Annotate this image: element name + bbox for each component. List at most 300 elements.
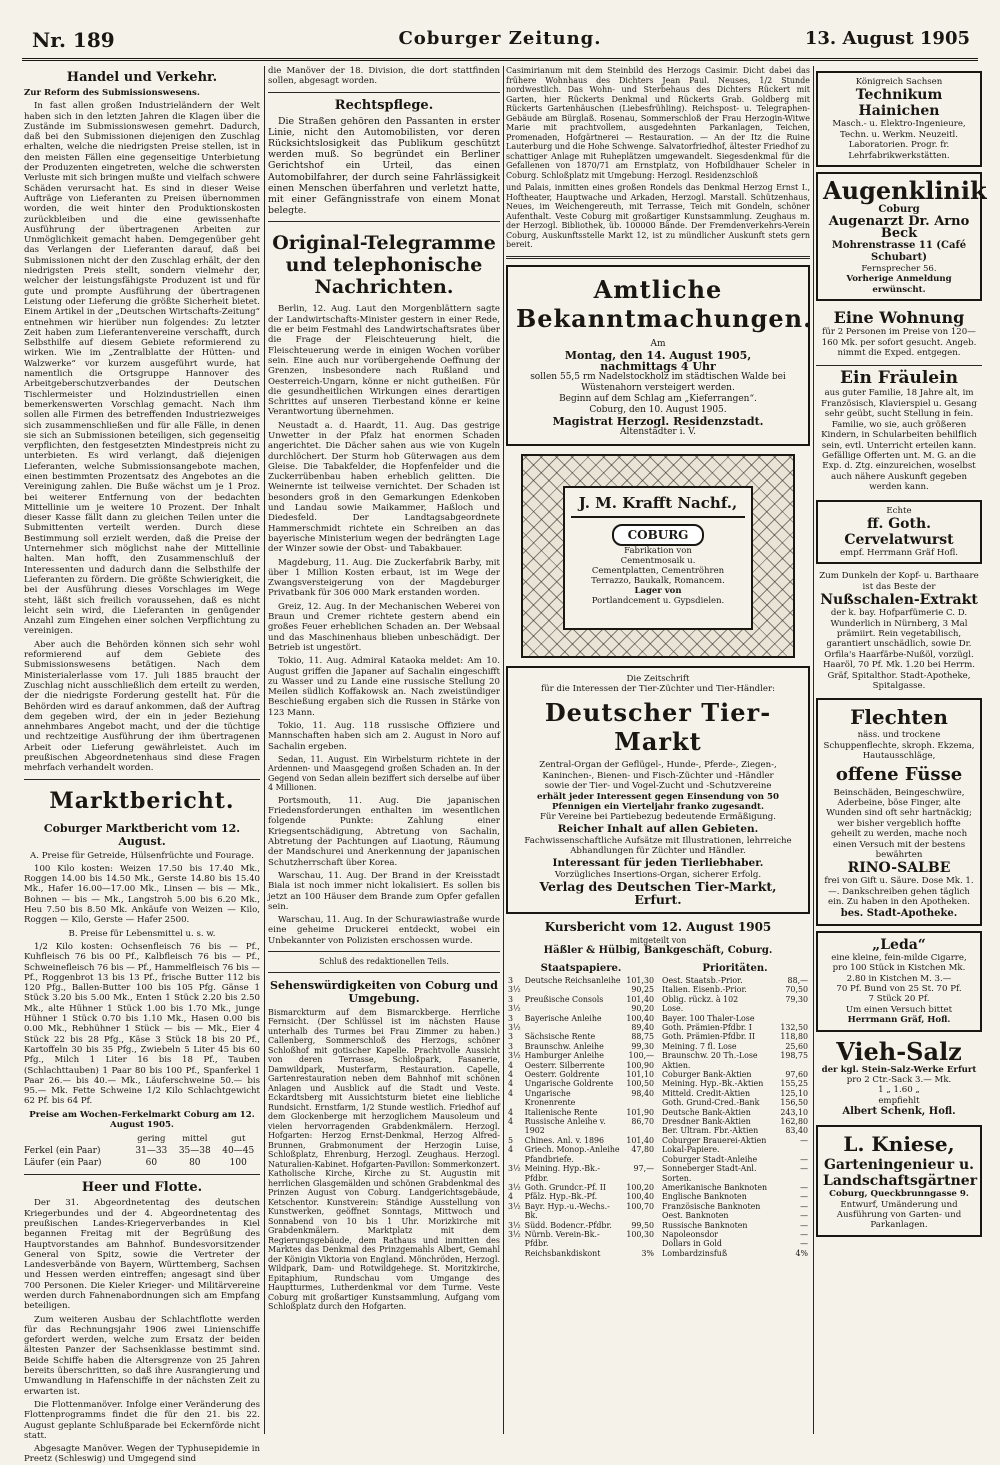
stock-cell: Braunschw. Anleihe xyxy=(524,1041,604,1051)
stock-row xyxy=(660,1070,810,1079)
stock-cell: 99,30 xyxy=(631,1041,654,1051)
column-4 xyxy=(816,66,987,1434)
table-header xyxy=(24,1133,130,1145)
stock-row xyxy=(660,1014,810,1023)
ad-line: bes. Stadt-Apotheke. xyxy=(840,907,958,919)
ad-line: Vorzügliches Insertions-Organ, sicherer Erfolg. xyxy=(554,869,762,880)
stock-cell: Deutsche Reichsanleihe xyxy=(524,975,621,985)
stock-cell: 101,30 xyxy=(626,975,654,985)
ad-title: Flechten xyxy=(850,705,948,730)
stock-row xyxy=(660,1155,810,1164)
stock-cell: 125,10 xyxy=(780,1088,808,1098)
stock-cell: 4 xyxy=(508,1145,514,1155)
stock-row xyxy=(506,1023,656,1032)
stock-cell: Oesterr. Silberrente xyxy=(524,1060,605,1070)
stock-cell: 3½ xyxy=(508,1229,521,1239)
stock-row xyxy=(506,1221,656,1230)
ad-line: Albert Schenk, Hofl. xyxy=(842,1106,956,1118)
table-cell: 60 xyxy=(145,1158,158,1169)
stock-row xyxy=(506,1117,656,1136)
notice-line: Beginn auf dem Schlag am „Kieferrangen“. xyxy=(559,393,757,404)
ad-line: für die Interessen der Tier-Züchter und Tier-Händler: xyxy=(540,683,776,694)
stock-cell: Goth. Prämien-Pfdbr. II xyxy=(662,1032,756,1042)
stock-row xyxy=(506,1042,656,1051)
article-paragraph: Tokio, 11. Aug. Admiral Kataoka meldet: Am 10. August griffen die Japaner auf Sachalin eingeschifft zu Wasser und zu Lande eine russische Stellung 20 Meilen südlich Koffakowsk an. Nach zweistündiger Beschießung ergaben sich die Russen in Stärke von 123 Mann. xyxy=(268,656,500,718)
ad-line: 7 Stück 20 Pf. xyxy=(868,994,930,1005)
column-rule xyxy=(503,66,504,1434)
stock-cell: Südd. Bodencr.-Pfdbr. xyxy=(524,1220,612,1230)
stock-row xyxy=(660,976,810,985)
stock-cell xyxy=(624,1155,656,1164)
stock-cell: 100,50 xyxy=(626,1079,654,1089)
ad-line: Interessant für jeden Tierliebhaber. xyxy=(552,856,764,869)
article-paragraph: Magdeburg, 11. Aug. Die Zuckerfabrik Barby, mit über 1 Million Kosten erbaut, ist im Wege der Zwangsversteigerung von der Magdeburger Privatbank für 306 000 Mark erstanden worden. xyxy=(268,557,500,599)
stock-cell: Oest. Banknoten xyxy=(662,1211,729,1221)
stock-cell: — xyxy=(800,1201,808,1211)
stock-cell: 118,80 xyxy=(780,1032,808,1042)
stock-cell: 4 xyxy=(508,1060,514,1070)
ad-line: eine kleine, fein-milde Cigarre, pro 100 Stück in Kistchen Mk. 2.80 in Kistchen M. 3.— xyxy=(831,952,967,984)
viehsalz-ad xyxy=(816,1037,982,1121)
stock-cell: 100,30 xyxy=(626,1229,654,1239)
ad-line: sowie der Tier- und Vogel-Zucht und -Schutzvereine xyxy=(544,781,772,792)
stock-cell: — xyxy=(800,1220,808,1230)
ad-line: Reicher Inhalt auf allen Gebieten. xyxy=(557,822,759,835)
column-rule xyxy=(813,66,814,1434)
stock-cell xyxy=(523,1004,625,1013)
stock-row xyxy=(506,1249,656,1258)
masthead xyxy=(22,18,978,61)
stock-cell: Dresdner Bank-Aktien xyxy=(662,1117,751,1127)
stock-table-right xyxy=(660,976,810,1258)
stock-cell: 4 xyxy=(508,1107,514,1117)
table-cell: 40—45 xyxy=(222,1146,255,1157)
stock-cell: 3 xyxy=(508,1041,514,1051)
stock-cell: Meining. Hyp.-Bk.-Aktien xyxy=(662,1079,764,1089)
stock-cell: Oesterr. Goldrente xyxy=(524,1070,600,1080)
technikum-ad xyxy=(816,71,982,167)
ad-title: Technikum Hainichen xyxy=(855,87,943,120)
stock-row xyxy=(506,1230,656,1249)
ad-line: Portlandcement u. Gypsdielen. xyxy=(591,595,725,606)
wohnung-ad xyxy=(816,306,982,360)
article-paragraph: Greiz, 12. Aug. In der Mechanischen Weberei von Braun und Cremer richtete gestern abend ein großes Feuer erheblichen Schaden an. Der Websaal und das Maschinenhaus blieben unbeschädigt. Der Betrieb ist ungestört. xyxy=(268,601,500,653)
article-paragraph: Aber auch die Behörden können sich sehr wohl reformierend auf dem Gebiete des Submissionswesens betätigen. Nach dem Ministerialerlasse vom 17. Juli 1885 braucht der Zuschlag nicht ausschließlich dem erteilt zu werden, der die niedrigste Forderung gestellt hat. Für die Behörden wird es darauf ankommen, daß der Auftrag dem gegeben wird, der ein in jeder Beziehung annehmbares Angebot macht, und der die tüchtige und rechtzeitige Ausführung der ihm übertragenen Arbeit oder Lieferung gewährleistet. Auch im preußischen Abgeordnetenhaus sind diese Fragen mehrfach verhandelt worden. xyxy=(24,639,260,774)
ad-line: Fachwissenschaftliche Aufsätze mit Illustrationen, lehrreiche Abhandlungen für Züchter und Händler. xyxy=(524,835,792,857)
stock-cell: Goth. Grund-Cred.-Bank xyxy=(662,1098,760,1108)
ad-line: Vorherige Anmeldung erwünscht. xyxy=(846,274,952,295)
ad-line: Garteningenieur u. Landschaftsgärtner xyxy=(823,1157,978,1190)
stock-row xyxy=(660,1230,810,1239)
stock-cell: 100,40 xyxy=(626,1192,654,1202)
stock-cell xyxy=(776,1174,810,1183)
stock-row xyxy=(660,1183,810,1192)
article-paragraph: Der 31. Abgeordnetentag des deutschen Kriegerbundes und der 4. Abgeordnetentag des preußischen Landes-Kriegerverbandes in Kiel begannen Freitag mit der Begrüßung des Hauptvorstandes am Bahnhof. Bundesvorsitzender General von Spitz, sowie die Vertreter der Landesverbände von Bayern, Württemberg, Sachsen und Hessen werden eintreffen; angesagt sind über 700 Personen. Die Kieler Krieger- und Militärvereine werden durch Fahnenabordnungen sich am Empfang beteiligen. xyxy=(24,1198,260,1312)
kniese-ad xyxy=(816,1125,982,1237)
ad-title: ff. Goth. Cervelatwurst xyxy=(844,515,954,548)
nussschalen-ad xyxy=(816,569,982,693)
article-paragraph: und Palais, inmitten eines großen Rondels das Denkmal Herzog Ernst I., Hoftheater, Hauptwache und Arkaden, Herzogl. Marstall. Schützenhaus, Neues, im Weichengereuth, mit Terrasse, Teich mit Gondeln, schöner Aufenthalt. Veste Coburg mit großartiger Kunstsammlung. Zeughaus m. der Herzogl. Bibliothek, üb. 100000 Bände. Der Fremdenverkehrs-Verein Coburg, Auskunftsstelle Markt 12, ist zu mündlicher Auskunft stets gern bereit. xyxy=(506,183,810,249)
stock-row xyxy=(660,1126,810,1135)
section-heading: Rechtspflege. xyxy=(334,97,434,113)
stock-cell: Lombardzinsfuß xyxy=(662,1248,728,1258)
stock-cell: — xyxy=(800,1229,808,1239)
stock-row xyxy=(506,995,656,1004)
stock-cell: Bayerische Anleihe xyxy=(524,1013,602,1023)
stock-row xyxy=(660,1117,810,1126)
stock-cell: Ungarische Kronenrente xyxy=(524,1088,576,1108)
ad-line: empfiehlt xyxy=(878,1095,920,1106)
stock-cell: — xyxy=(800,1239,808,1249)
notice-date: Montag, den 14. August 1905, xyxy=(564,348,752,362)
stock-cell: 3½ xyxy=(508,985,521,995)
table-row xyxy=(24,1145,260,1157)
notice-signature: Magistrat Herzogl. Residenzstadt. xyxy=(552,414,764,428)
stock-cell: 162,80 xyxy=(780,1117,808,1127)
cervelatwurst-ad xyxy=(816,500,982,565)
stock-cell: Bayr. Hyp.-u.-Wechs.-Bk. xyxy=(524,1201,610,1221)
stock-report-title: Kursbericht vom 12. August 1905 xyxy=(544,919,772,934)
stock-row xyxy=(506,1164,656,1183)
company-name: J. M. Krafft Nachf., xyxy=(571,494,745,518)
ad-title: L. Kniese, xyxy=(843,1132,955,1157)
stock-cell: 70,50 xyxy=(785,985,808,995)
stock-cell: 100,90 xyxy=(626,1060,654,1070)
ad-line: Masch.- u. Elektro-Ingenieure, Techn. u. Werkm. Neuzeitl. Laboratorien. Progr. fr. xyxy=(832,119,966,151)
stock-cell: Oblig. rückz. à 102 xyxy=(662,994,739,1004)
stock-cell: — xyxy=(800,1135,808,1145)
article-paragraph: Warschau, 11. Aug. Der Brand in der Kreisstadt Biala ist noch immer nicht lokalisiert. Es sollen bis jetzt an 100 Häuser dem Brande zum Opfer gefallen sein. xyxy=(268,870,500,912)
stock-row xyxy=(660,1061,810,1070)
stock-row xyxy=(506,1070,656,1079)
stock-row xyxy=(506,1014,656,1023)
stock-cell: 100,20 xyxy=(626,1182,654,1192)
fraulein-ad xyxy=(816,365,982,494)
stock-cell: Englische Banknoten xyxy=(662,1192,747,1202)
stock-cell: — xyxy=(800,1192,808,1202)
table-header: gut xyxy=(231,1134,246,1145)
stock-row xyxy=(506,1145,656,1154)
ad-line: 1 „ 1.60 „ xyxy=(878,1085,920,1096)
stock-row xyxy=(660,1211,810,1220)
stock-group-heading: Staatspapiere. xyxy=(540,962,622,974)
stock-cell: 3½ xyxy=(508,1023,521,1032)
table-cell: 35—38 xyxy=(178,1146,211,1157)
stock-cell: Italienische Rente xyxy=(524,1107,598,1117)
ad-line: Augenarzt Dr. Arno Beck xyxy=(828,214,970,242)
column-rule xyxy=(264,66,265,1434)
stock-cell: Meining. 7 fl. Lose xyxy=(662,1041,737,1051)
table-cell: 31—33 xyxy=(135,1146,168,1157)
ad-line: Fernsprecher 56. xyxy=(861,264,937,275)
stock-cell: 97,60 xyxy=(785,1070,808,1080)
ad-line: der k. bay. Hofparfümerie C. D. Wunderlich in Nürnberg, 3 Mal prämiirt. Rein vegetabilisch, garantiert unschädlich, sowie Dr. Orfila's Haarfärbe-Nußöl, vorzügl. Haaröl, 70 Pf. Mk. 1.20 bei Herrm. Gräf, Spitalthor. Stadt-Apotheke, Spitalgasse. xyxy=(822,608,976,691)
stock-cell: 98,40 xyxy=(631,1088,654,1098)
stock-cell: 88,— xyxy=(787,975,808,985)
stock-cell: Sonneberger Stadt-Anl. xyxy=(662,1164,757,1174)
stock-cell: Meining. Hyp.-Bk.-Pfdbr. xyxy=(524,1164,601,1183)
stock-cell: Sächsische Rente xyxy=(524,1032,596,1042)
stock-row xyxy=(506,976,656,985)
ad-line: Mohrenstrasse 11 (Café Schubart) xyxy=(831,240,967,264)
stock-row xyxy=(660,1032,810,1041)
stock-row xyxy=(660,1192,810,1201)
article-paragraph: Casimirianum mit dem Steinbild des Herzogs Casimir. Dicht dabei das frühere Wohnhaus des Dichters Jean Paul. Neuses, 1/2 Stunde nordwestlich. Das Wohn- und Sterbehaus des Dichters Rückert mit Garten, hier Rückerts Denkmal und Rückerts Grab. Goldberg mit Rückerts Gartenhäuschen (Liebesfrühling). Reichspost- u. Telegraphen-Gebäude am Bürglaß. Rosenau, Sommerschloß der Frau Herzogin-Witwe Marie mit prachtvollem, ausgedehnten Parkanlagen, Teichen, Promenaden, Hofgärtnerei — Restauration. — An der Itz die Ruine Lauterburg und die Hohe Schwenge. Salvatorfriedhof, ältester Friedhof zu schattiger Anlage mit Ruheplätzen umgewandelt. Siegesdenkmal für die Gefallenen von 1870/71 am Ernstplatz, von Hofbildhauer Scheler in Coburg. Schloßplatz mit Umgebung: Herzogl. Residenzschloß xyxy=(506,66,810,180)
stock-row xyxy=(660,1164,810,1173)
stock-cell: 3½ xyxy=(508,1051,521,1061)
stock-row xyxy=(660,1249,810,1258)
stock-row xyxy=(506,1061,656,1070)
article-paragraph: Abgesagte Manöver. Wegen der Typhusepidemie in Preetz (Schleswig) und Umgegend sind xyxy=(24,1444,260,1465)
stock-cell: Coburger Bank-Aktien xyxy=(662,1070,752,1080)
ad-line: Herrmann Gräf, Hofl. xyxy=(847,1015,951,1026)
ad-line: Fabrikation von xyxy=(624,545,692,556)
article-heading: Coburger Marktbericht vom 12. August. xyxy=(43,821,241,848)
ad-title: Nußschalen-Extrakt xyxy=(820,592,978,609)
ad-title: Eine Wohnung xyxy=(833,308,965,328)
stock-row xyxy=(506,1183,656,1192)
stock-cell: Aktien. xyxy=(662,1060,691,1070)
stock-cell: 83,40 xyxy=(785,1126,808,1136)
tiermarkt-advertisement xyxy=(506,666,810,914)
stock-cell: Goth. Grundcr.-Pf. II xyxy=(524,1182,606,1192)
ad-line: für 2 Personen im Preise von 120—160 Mk. per sofort gesucht. Angeb. nimmt die Exped. entgegen. xyxy=(821,327,977,359)
stock-row xyxy=(660,1004,810,1013)
stock-cell: 198,75 xyxy=(780,1051,808,1061)
stock-cell: Ungarische Goldrente xyxy=(524,1079,614,1089)
ad-line: Lager von xyxy=(634,585,682,596)
stock-cell: Russische Banknoten xyxy=(662,1220,748,1230)
stock-cell: Preußische Consols xyxy=(524,994,604,1004)
ad-line: der kgl. Stein-Salz-Werke Erfurt xyxy=(821,1064,977,1075)
article-paragraph: 100 Kilo kosten: Weizen 17.50 bis 17.40 Mk., Roggen 14.00 bis 14.50 Mk., Gerste 14.80 bis 15.40 Mk., Hafer 16.00—17.00 Mk., Linsen — bis — Mk., Bohnen — bis — Mk., Langstroh 5.00 bis 6.20 Mk., Heu 7.50 bis 8.50 Mk. Ankäufe von Weizen — Kilo, Roggen — Kilo, Gerste — Hafer 2500. xyxy=(24,863,260,926)
section-heading: Heer und Flotte. xyxy=(81,1180,203,1196)
stock-row xyxy=(660,1098,810,1107)
stock-cell: 47,80 xyxy=(631,1145,654,1155)
stock-cell: 90,20 xyxy=(631,1004,654,1014)
stock-cell: Lose. xyxy=(662,1004,684,1014)
stock-row xyxy=(660,1079,810,1088)
stock-row xyxy=(660,1051,810,1060)
article-paragraph: Die Flottenmanöver. Infolge einer Veränderung des Flottenprogramms findet die für den 21. bis 22. August geplante Schlußparade bei Eckernförde nicht statt. xyxy=(24,1399,260,1441)
notice-time: nachmittags 4 Uhr xyxy=(600,359,716,373)
column-1 xyxy=(24,66,260,1465)
stock-row xyxy=(506,1108,656,1117)
stock-cell: Chines. Anl. v. 1896 xyxy=(524,1135,605,1145)
stock-cell: 155,25 xyxy=(780,1079,808,1089)
ad-line: Cementmosaik u. xyxy=(620,555,696,566)
stock-cell: Deutsche Bank-Aktien xyxy=(662,1107,751,1117)
article-paragraph: 1/2 Kilo kosten: Ochsenfleisch 76 bis — Pf., Kuhfleisch 76 bis 00 Pf., Kalbfleisch 76 bis — Pf., Schweinefleisch 76 bis — Pf., Hammelfleisch 76 bis — Pf., Roggenbrot 13 bis 13 Pf., frische Butter 112 bis 120 Pfg., Ballen-Butter 100 bis 105 Pfg. Gänse 1 Stück 3.20 bis 5.00 Mk., Enten 1 Stück 2.20 bis 2.50 Mk., alte Hühner 1 Stück 1.00 bis 1.70 Mk., junge Hühner 1 Stück 0.70 bis 1.10 Mk., Hasen 0.00 bis 0.00 Mk., Rebhühner 1 Stück — bis — Mk., Eier 4 Stück 22 bis 28 Pfg., Käse 3 Stück 18 bis 20 Pf., Kartoffeln 30 bis 35 Pfg., Zwiebeln 5 Liter 45 bis 60 Pfg., Milch 1 Liter 16 bis 18 Pf., Tauben (Schlachttauben) 1 Paar 80 bis 100 Pf., Spanferkel 1 Paar 26.— bis 40.— Mk., Läuferschweine 50.— bis 95.— Mk. Fette Schweine 1/2 Kilo Schlachtgewicht 62 Pf. bis 64 Pf. xyxy=(24,941,260,1107)
stock-row xyxy=(506,1089,656,1108)
stock-cell: Sorten. xyxy=(662,1173,692,1183)
stock-cell: Ber. Ultram. Fbr.-Aktien xyxy=(662,1126,759,1136)
augenklinik-ad xyxy=(816,172,987,301)
ad-line: pro 2 Ctr.-Sack 3.— Mk. xyxy=(846,1074,952,1085)
ad-line: Beinschäden, Beingeschwüre, Aderbeine, böse Finger, alte Wunden sind oft sehr hartnäckig; wer bisher vergeblich hoffte geheilt zu werden, mache noch einen Versuch mit der bestens bewährten xyxy=(826,787,972,861)
stock-cell: 97,— xyxy=(633,1164,654,1174)
stock-cell: Lokal-Papiere. xyxy=(662,1145,720,1155)
stock-cell xyxy=(776,1004,810,1013)
ad-line: empf. Herrmann Gräf Hofl. xyxy=(839,547,959,558)
stock-cell: Pfälz. Hyp.-Bk.-Pf. xyxy=(524,1192,598,1202)
stock-row xyxy=(660,1023,810,1032)
stock-row xyxy=(660,1202,810,1211)
stock-row xyxy=(660,1042,810,1051)
stock-row xyxy=(506,1192,656,1201)
stock-cell: Griech. Monop.-Anleihe xyxy=(524,1145,620,1155)
section-heading: Sehenswürdigkeiten von Coburg und Umgebung. xyxy=(270,978,498,1005)
stock-row xyxy=(506,1051,656,1060)
article-subheading: A. Preise für Getreide, Hülsenfrüchte und Fourage. xyxy=(30,850,254,861)
article-paragraph: Neustadt a. d. Haardt, 11. Aug. Das gestrige Unwetter in der Pfalz hat enormen Schaden angerichtet. Die Dächer sahen aus wie von Kugeln durchlöchert. Der Sturm hob Güterwagen aus dem Gleise. Die Tabakfelder, die Hopfenfelder und die Zuckerrübenbau haben erheblich gelitten. Die Weinernte ist teilweise vernichtet. Der Schaden ist besonders groß in den Gemarkungen Edenkoben und Landau sowie Maikammer, Haßloch und Diedesfeld. Der Landtagsabgeordnete Hammerschmidt richtete ein Schreiben an das bayerische Ministerium wegen der bedrängten Lage der Winzer sowie der Obst- und Tabakbauer. xyxy=(268,420,500,555)
stock-cell: 101,90 xyxy=(626,1107,654,1117)
stock-cell: Coburger Brauerei-Aktien xyxy=(662,1135,767,1145)
section-heading: Original-Telegramme und telephonische Nachrichten. xyxy=(272,232,496,299)
table-row xyxy=(24,1157,260,1169)
stock-cell: Russische Anleihe v. 1902 xyxy=(524,1117,606,1136)
stock-cell: 3½ xyxy=(508,1164,521,1174)
ad-line: frei von Gift u. Säure. Dose Mk. 1.—. Dankschreiben gehen täglich ein. Zu haben in den Apotheken. xyxy=(824,876,974,908)
stock-cell: 156,50 xyxy=(780,1098,808,1108)
stock-row xyxy=(660,1108,810,1117)
stock-cell xyxy=(776,1145,810,1154)
stock-cell: 132,50 xyxy=(780,1023,808,1032)
ad-title: Vieh-Salz xyxy=(836,1036,962,1066)
issue-number: Nr. 189 xyxy=(32,28,115,52)
notice-place: Coburg, den 10. August 1905. xyxy=(589,404,727,415)
notice-title: Amtliche Bekanntmachungen. xyxy=(516,274,813,333)
stock-cell: 3½ xyxy=(508,1201,521,1211)
stock-row xyxy=(660,985,810,994)
stock-cell: 99,50 xyxy=(631,1220,654,1230)
stock-cell: 86,70 xyxy=(631,1117,654,1127)
ad-line: 70 Pf. Bund von 25 St. 70 Pf. xyxy=(836,983,962,994)
table-cell: 80 xyxy=(189,1158,201,1169)
ad-line: Terrazzo, Baukalk, Romancem. xyxy=(591,575,725,586)
stock-cell: Bayer. 100 Thaler-Lose xyxy=(662,1013,755,1023)
stock-row xyxy=(506,1202,656,1221)
ad-line: Die Zeitschrift xyxy=(626,673,690,684)
article-subheading: Preise am Wochen-Ferkelmarkt Coburg am 12. August 1905. xyxy=(29,1109,255,1131)
stock-cell: — xyxy=(800,1182,808,1192)
stock-report xyxy=(506,959,810,1258)
section-heading: Marktbericht. xyxy=(49,787,235,814)
column-2 xyxy=(268,66,500,1434)
stock-row xyxy=(506,1155,656,1164)
stock-cell: Hamburger Anleihe xyxy=(524,1051,604,1061)
article-paragraph: Bismarckturm auf dem Bismarckberge. Herrliche Fernsicht. (Der Schlüssel ist im nächsten Hause unterhalb des Turmes bei Frau Zimmer zu haben.) Callenberg, Sommerschloß des Herzogs, schöner Schloßhof mit gotischer Kapelle. Prachtvolle Aussicht von deren Terrasse, Schloßpark, Fasanerie, Damwildpark, Musterfarm, Restauration. Capelle, Gartenrestauration neben dem Bahnhof mit schönen Anlagen und Ausblick auf die Stadt und Veste. Eckardtsberg mit Aussichtsturm bietet eine liebliche Rundsicht. Ernstfarm, 1/2 Stunde westlich. Friedhof auf dem Glockenberge mit herzoglichem Mausoleum und vielen hervorragenden Grabdenkmälern. Herzogl. Hofgarten: Herzog Ernst-Denkmal, Herzog Alfred-Brunnen, Grabmonument der Herzogin Luise, Schloßplatz, Ehrenburg, Herzogl. Zeughaus. Herzogl. Naturalien-Kabinet. Hofgarten-Pavillon: Sommerkonzert. Katholische Kirche, Kirche zu St. Augustin mit herrlichen Glasgemälden und schönen Grabdenkmal des Prinzen August von Coburg. Landgerichtsgebäude, Ketschentor. Kunstverein: Ständige Ausstellung von Kunstwerken, geöffnet Sonntags, Mittwoch und Sonnabend von 10 bis 1 Uhr. Morizkirche mit Grabdenkmälern. Marktplatz mit dem Regierungsgebäude, dem Rathaus und inmitten des Marktes das Denkmal des Prinzgemahls Albert, Gemahl der Königin Viktoria von England. Mönchröden, Herzogl. Wildpark, Dam- und Rotwildgehege. St. Moritzkirche, Epitaphium, Rundschau vom Umgange des Hauptturmes, Lutherdenkmal vor dem Turme. Veste Coburg mit großartiger Kunstsammlung, Aufgang vom Schloßplatz durch den Hofgarten. xyxy=(268,1007,500,1312)
table-cell: 100 xyxy=(229,1158,247,1169)
ad-line: Echte xyxy=(886,505,912,516)
stock-cell: 100,— xyxy=(628,1051,654,1061)
stock-cell: 101,10 xyxy=(626,1070,654,1080)
article-paragraph: die Manöver der 18. Division, die dort stattfinden sollen, abgesagt worden. xyxy=(268,66,500,87)
stock-cell: 100,40 xyxy=(626,1013,654,1023)
stock-cell: 3 xyxy=(508,994,514,1004)
stock-cell: 89,40 xyxy=(631,1023,654,1032)
ad-line: Coburg xyxy=(878,204,920,216)
stock-row xyxy=(660,1145,810,1154)
stock-cell: 4 xyxy=(508,1070,514,1080)
stock-cell: Dollars in Gold xyxy=(662,1239,722,1249)
stock-group-heading: Prioritäten. xyxy=(702,962,768,974)
stock-row xyxy=(660,1221,810,1230)
stock-cell: Oest. Staatsb.-Prior. xyxy=(662,975,743,985)
stock-cell: — xyxy=(800,1164,808,1174)
stock-cell xyxy=(523,985,625,994)
stock-row xyxy=(660,995,810,1004)
stock-cell: 3 xyxy=(508,1032,514,1042)
ad-brand: RINO-SALBE xyxy=(847,860,951,877)
stock-cell xyxy=(776,1014,810,1023)
article-paragraph: Berlin, 12. Aug. Laut den Morgenblättern sagte der Landwirtschafts-Minister gestern in einer Rede, die er beim Festmahl des Landwirtschaftsrates über die Frage der Fleischteuerung hielt, die Fleischteuerung werde in einigen Wochen vorüber sein. Eine auch nur vorübergehende Oeffnung der Grenzen, insbesondere nach Rußland und Oesterreich-Ungarn, könne er nicht gutheißen. Für die gesundheitlichen Wirkungen eines derartigen Schrittes auf unseren Tierbestand könne er keine Verantwortung übernehmen. xyxy=(268,304,500,418)
stock-cell: Pfandbriefe. xyxy=(524,1154,574,1164)
stock-cell: 90,25 xyxy=(631,985,654,995)
stock-row xyxy=(660,1089,810,1098)
stock-row xyxy=(506,1136,656,1145)
stock-cell: — xyxy=(800,1211,808,1221)
stock-cell: 4 xyxy=(508,1079,514,1089)
stock-cell: Goth. Prämien-Pfdbr. I xyxy=(662,1023,752,1032)
ad-title: offene Füsse xyxy=(835,763,963,785)
stock-cell: 3 xyxy=(508,975,514,985)
stock-row xyxy=(506,1004,656,1013)
ad-line: erhält jeder Interessent gegen Einsendung von 50 Pfennigen ein Vierteljahr franko zugesandt. xyxy=(537,791,779,812)
ad-title: Deutscher Tier-Markt xyxy=(544,698,772,757)
stock-cell xyxy=(523,1023,625,1032)
article-subheading: B. Preise für Lebensmittel u. s. w. xyxy=(68,928,216,939)
column-3 xyxy=(506,66,813,1434)
stock-row xyxy=(506,1032,656,1041)
stock-cell: Mitteld. Credit-Aktien xyxy=(662,1088,751,1098)
table-cell: Läufer (ein Paar) xyxy=(24,1158,102,1169)
company-city: COBURG xyxy=(612,524,705,546)
stock-cell: 79,30 xyxy=(785,994,808,1004)
stock-cell: Braunschw. 20 Th.-Lose xyxy=(662,1051,758,1061)
issue-date: 13. August 1905 xyxy=(804,28,970,49)
ad-line: Königreich Sachsen xyxy=(855,77,943,87)
official-notice xyxy=(506,265,813,446)
section-heading: Handel und Verkehr. xyxy=(66,70,218,85)
ad-title: „Leda“ xyxy=(872,936,926,953)
ad-line: Zum Dunkeln der Kopf- u. Barthaare ist das Beste der xyxy=(819,571,979,592)
stock-cell: Coburger Stadt-Anleihe xyxy=(662,1154,758,1164)
stock-cell: Amerikanische Banknoten xyxy=(662,1182,768,1192)
ad-line: näss. und trockene Schuppenflechte, skroph. Ekzema, Hautausschläge, xyxy=(823,730,975,762)
ad-line: aus guter Familie, 18 Jahre alt, im Französisch, Klavierspiel u. Gesang sehr geübt, sucht Stellung in fein. Familie, wo sie, auch größeren Kindern, in Schularbeiten behilflich sein, evtl. Unterricht erteilen kann. Gefällige Offerten unt. M. G. an die Exp. d. Ztg. einzureichen, woselbst auch nähere Auskunft gegeben werden kann. xyxy=(821,388,977,493)
stock-cell: 4 xyxy=(508,1088,514,1098)
ad-line: Zentral-Organ der Geflügel-, Hunde-, Pferde-, Ziegen-, Kaninchen-, Bienen- und Fisch-Züchter und -Händler xyxy=(539,760,777,781)
article-paragraph: Sedan, 11. August. Ein Wirbelsturm richtete in der Ardennen- und Maasgegend großen Schaden an. In der Gegend von Sedan allein beziffert sich derselbe auf über 4 Millionen. xyxy=(268,754,500,793)
stock-row xyxy=(506,1079,656,1088)
stock-cell: Französische Banknoten xyxy=(662,1201,761,1211)
krafft-advertisement xyxy=(521,454,795,658)
article-paragraph: Portsmouth, 11. Aug. Die japanischen Friedensforderungen enthalten im wesentlichen folgende Punkte: Zahlung einer Kriegsentschädigung, Abtretung von Sachalin, Abtretung der Pachtungen auf Liaotung, Räumung der Mandschurei und Anerkennung der japanischen Schutzherrschaft über Korea. xyxy=(268,795,500,868)
stock-cell: Italien. Eisenb.-Prior. xyxy=(662,985,747,995)
stock-cell: 243,10 xyxy=(780,1107,808,1117)
ad-title: Augenklinik xyxy=(823,176,987,206)
stock-cell: 101,40 xyxy=(626,994,654,1004)
leda-ad xyxy=(816,931,982,1032)
ad-title: Ein Fräulein xyxy=(840,368,958,389)
stock-table-left xyxy=(506,976,656,1258)
ad-line: Lehrfabrikwerkstätten. xyxy=(848,150,950,161)
stock-cell: 4% xyxy=(795,1248,808,1258)
stock-cell: 25,60 xyxy=(785,1041,808,1051)
editorial-end-note: Schluß des redaktionellen Teils. xyxy=(319,957,449,967)
ad-line: Entwurf, Umänderung und Ausführung von Garten- und Parkanlagen. xyxy=(836,1199,962,1231)
